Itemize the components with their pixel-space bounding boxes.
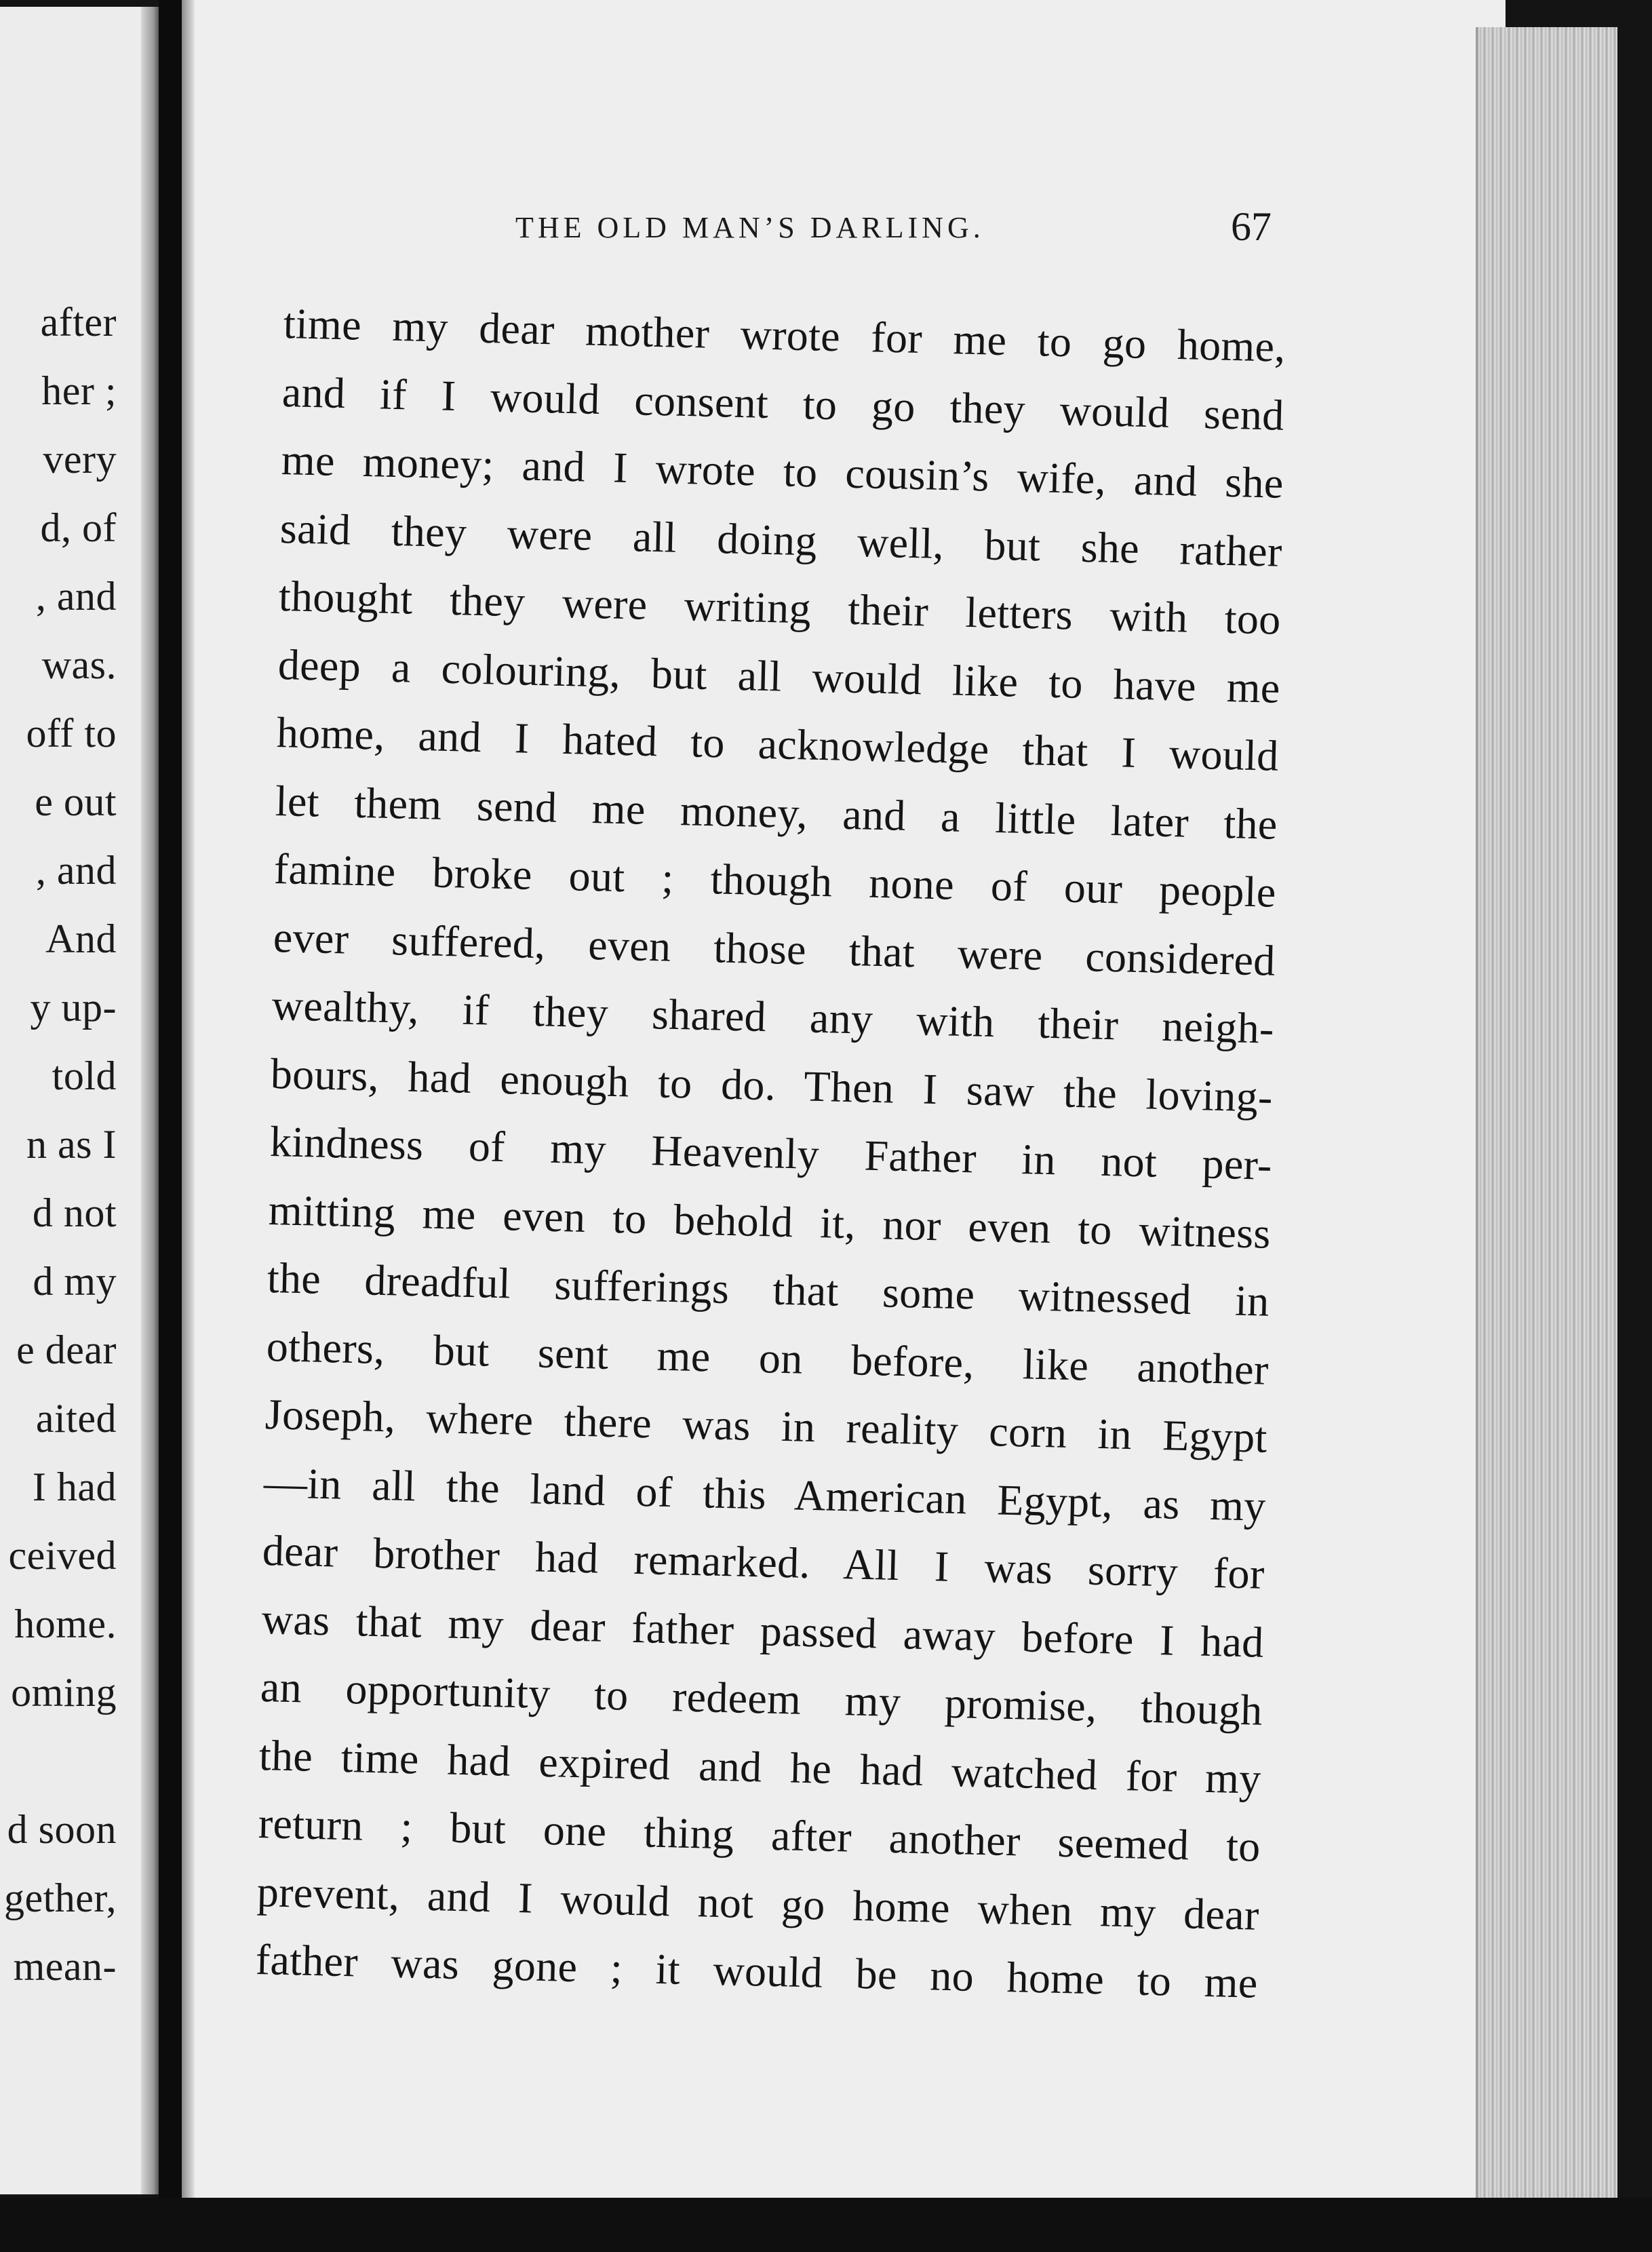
body-line: let them send me money, and a little later the — [275, 776, 1278, 849]
left-page-line: her ; — [41, 368, 117, 413]
left-page-line: e out — [35, 779, 117, 824]
left-page-line: was. — [41, 642, 117, 687]
left-page-line: d soon — [7, 1807, 117, 1852]
body-line: return ; but one thing after another seemed to — [257, 1799, 1261, 1871]
left-page-line: told — [52, 1053, 117, 1098]
body-line: father was gone ; it would be no home to me — [255, 1935, 1259, 2007]
left-page-line: y up- — [30, 985, 117, 1030]
page-header — [515, 203, 1295, 271]
body-line: the time had expired and he had watched for my — [258, 1730, 1262, 1803]
left-page-line: aited — [35, 1396, 117, 1441]
running-head: THE OLD MAN’S DARLING. — [515, 211, 985, 244]
body-line: home, and I hated to acknowledge that I would — [275, 708, 1280, 780]
page-number: 67 — [1231, 204, 1272, 249]
body-line: prevent, and I would not go home when my dear — [256, 1867, 1260, 1939]
left-page-line: off to — [26, 711, 117, 756]
body-line: and if I would consent to go they would send — [281, 367, 1285, 440]
left-page-line: , and — [35, 574, 117, 619]
body-line: famine broke out ; though none of our people — [273, 844, 1277, 916]
left-page-line: d not — [32, 1190, 117, 1235]
body-line: mitting me even to behold it, nor even to witness — [268, 1185, 1272, 1258]
left-page — [0, 7, 159, 2194]
body-line: —in all the land of this American Egypt, as my — [263, 1458, 1267, 1530]
left-page-line: e dear — [16, 1327, 117, 1372]
left-page-line: home. — [14, 1601, 117, 1646]
body-line: Joseph, where there was in reality corn in Egypt — [264, 1390, 1268, 1462]
body-line: ever suffered, even those that were considered — [272, 912, 1276, 985]
left-page-line: d my — [33, 1259, 117, 1304]
body-line: wealthy, if they shared any with their neigh- — [271, 981, 1275, 1053]
body-line: kindness of my Heavenly Father in not per- — [269, 1117, 1273, 1189]
left-page-line: gether, — [3, 1876, 117, 1920]
book-gutter — [159, 0, 183, 2252]
body-line: the dreadful sufferings that some witnessed in — [267, 1254, 1270, 1325]
left-page-line: mean- — [13, 1944, 117, 1989]
left-page-line: n as I — [26, 1122, 117, 1167]
body-line: bours, had enough to do. Then I saw the loving- — [270, 1049, 1274, 1121]
left-page-line: , and — [35, 848, 117, 893]
page-block-edge — [1476, 27, 1617, 2198]
body-line: dear brother had remarked. All I was sorry for — [262, 1526, 1265, 1598]
left-page-line: very — [43, 437, 117, 482]
left-page-line: ceived — [8, 1533, 117, 1578]
body-line: others, but sent me on before, like another — [265, 1321, 1269, 1394]
left-page-line: oming — [11, 1670, 117, 1715]
body-line: thought they were writing their letters with too — [278, 572, 1282, 644]
left-page-line: I had — [32, 1464, 117, 1509]
right-page-inner-shadow — [182, 0, 195, 2198]
body-line: said they were all doing well, but she rather — [279, 503, 1283, 576]
left-page-line: d, of — [40, 505, 117, 550]
left-page-line: after — [40, 300, 117, 345]
scan-bottom-band — [0, 2198, 1652, 2252]
body-line: was that my dear father passed away before I had — [260, 1594, 1265, 1667]
left-page-line: And — [45, 916, 117, 961]
body-line: deep a colouring, but all would like to have me — [277, 640, 1280, 712]
body-line: an opportunity to redeem my promise, though — [260, 1663, 1263, 1734]
body-line: me money; and I wrote to cousin’s wife, and she — [280, 435, 1284, 507]
body-line: time my dear mother wrote for me to go home, — [283, 299, 1286, 371]
left-page-gutter-shadow — [141, 7, 159, 2194]
